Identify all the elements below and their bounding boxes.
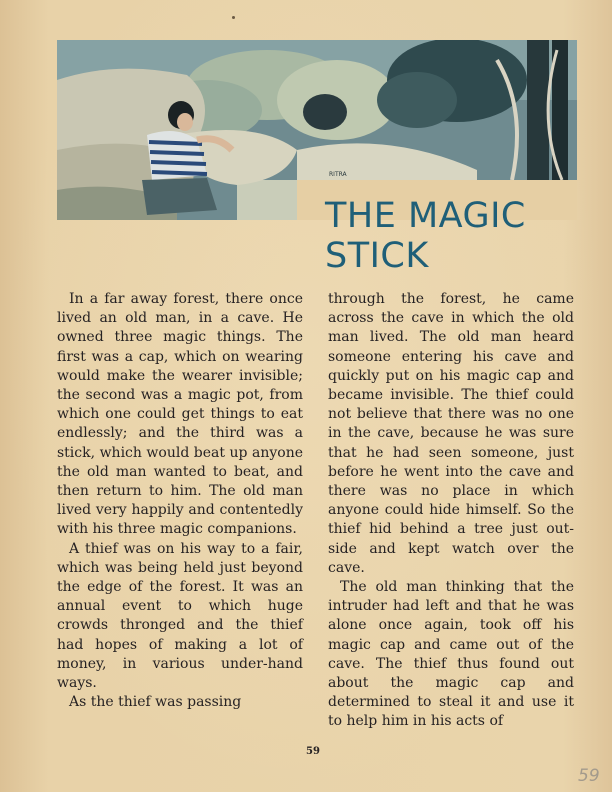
title-line-2: STICK (325, 236, 429, 276)
page-number: 59 (306, 746, 320, 757)
left-paragraph-2: A thief was on his way to a fair, which was being held just beyond the edge of the forest. It was an annual event to which huge crowds thronged and the thief had hopes of making a lot of money, in various under-hand ways. (57, 540, 303, 692)
artist-signature: RITRA (329, 171, 347, 178)
forest-illustration (57, 40, 577, 220)
right-paragraph-1: through the forest, he came across the cave in which the old man lived. The old man heard someone entering his cave and quickly put on his magic cap and became invisible. The thief could not believe that there was no one in the cave, because he was sure that he had seen someone, just before he went into the cave and there was no place in which anyone could hide himself. So the thief hid behind a tree just out-side and kept watch over the cave. (328, 291, 574, 576)
right-column (328, 290, 574, 732)
left-column (57, 290, 303, 712)
handwritten-page-number: 59 (578, 766, 600, 786)
left-paragraph-1: In a far away forest, there once lived an old man, in a cave. He owned three magic things. The first was a cap, which on wearing would make the wearer invisible; the second was a magic pot, from which one could get things to eat endlessly; and the third was a stick, which would beat up anyone the old man wanted to beat, and then return to him. The old man lived very happily and contentedly with his three magic companions. (57, 291, 303, 538)
left-paragraph-3: As the thief was passing (69, 694, 242, 711)
title-line-1: THE MAGIC (325, 196, 526, 236)
right-paragraph-2: The old man thinking that the intruder had left and that he was alone once again, took off his magic cap and came out of the cave. The thief thus found out about the magic cap and determined to steal it and use it to help him in his acts of (328, 579, 574, 730)
illustration-drawing (57, 40, 577, 220)
ink-dot (232, 16, 235, 19)
story-title (325, 196, 585, 276)
